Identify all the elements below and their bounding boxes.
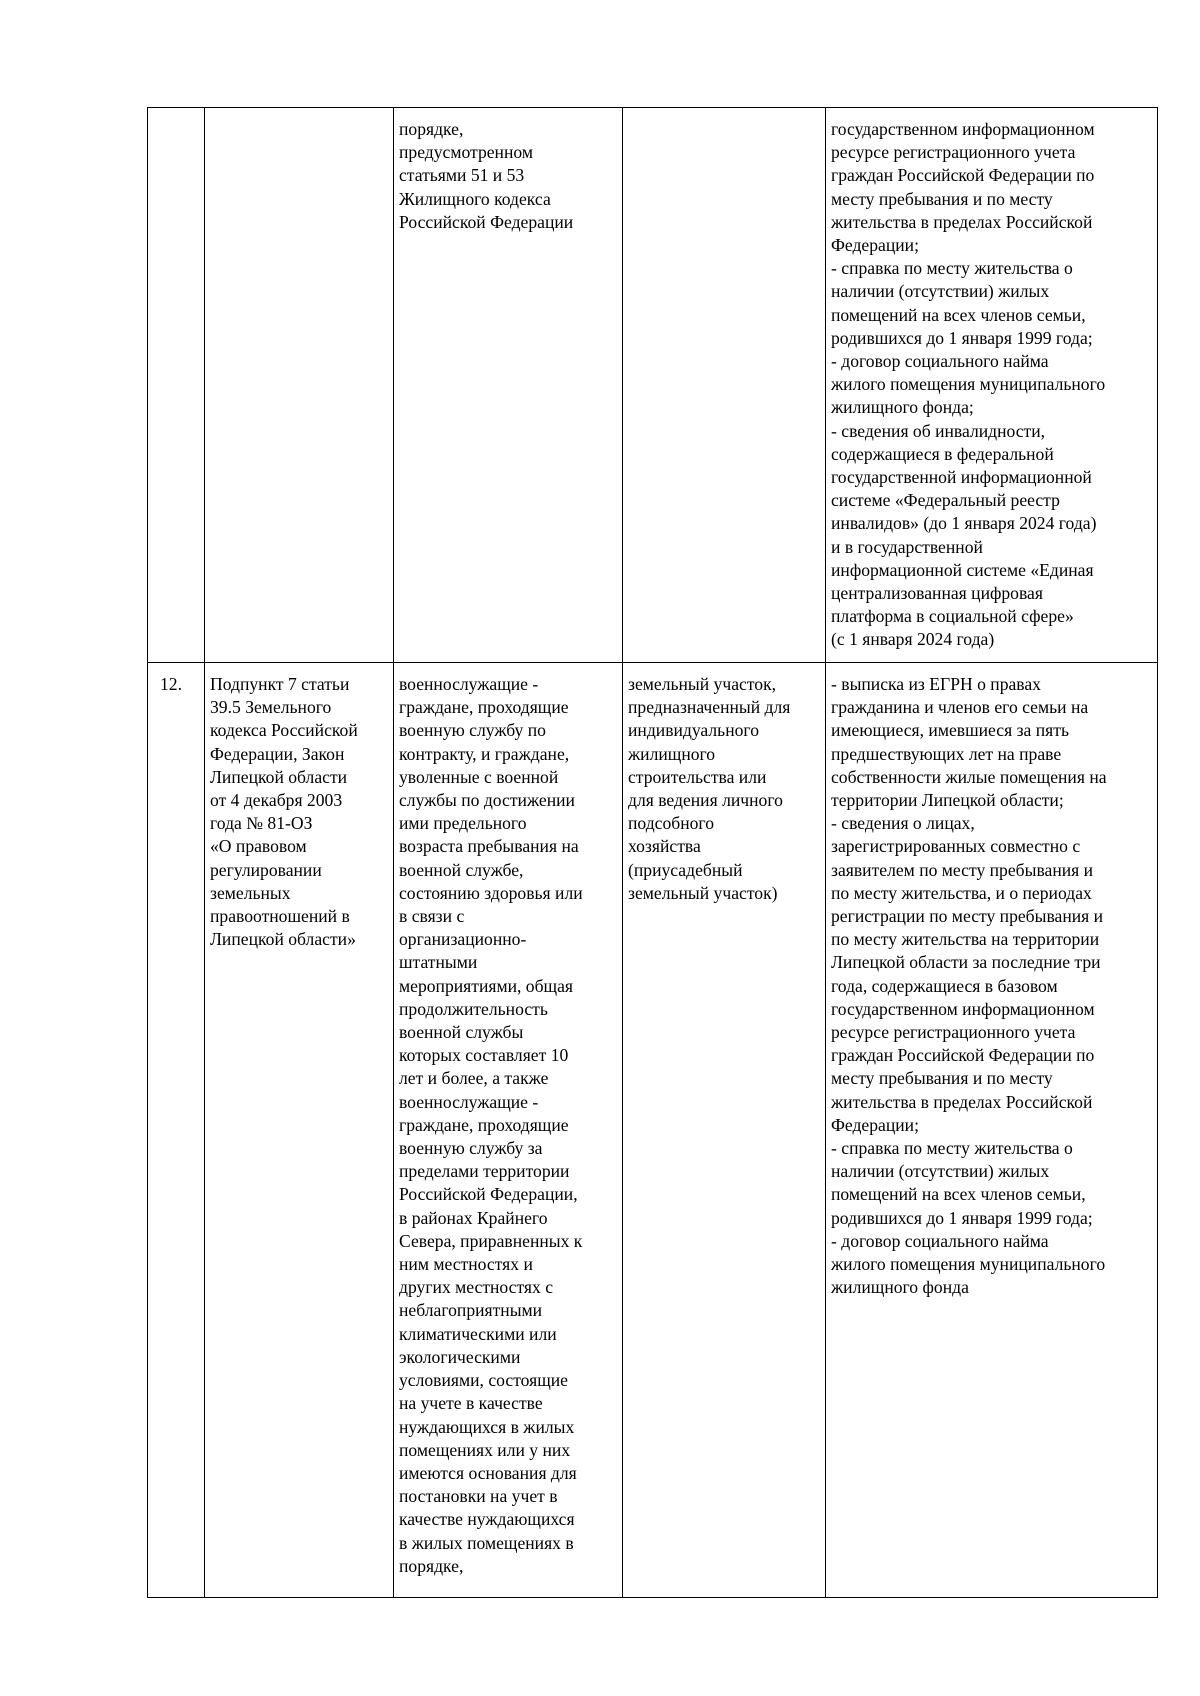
cell-text-line: регистрации по месту пребывания и (831, 906, 1104, 927)
cell-text-line: мероприятиями, общая (399, 975, 573, 996)
required-documents-cell (826, 108, 1158, 663)
cell-text-line: Российской Федерации, (399, 1184, 578, 1205)
cell-text-line: предусмотренном (399, 142, 533, 163)
cell-text-line: неблагоприятными (399, 1300, 543, 1321)
cell-text-line: Федерации; (831, 1114, 919, 1135)
cell-text-line: ими предельного (399, 813, 527, 834)
cell-text-line: уволенные с военной (399, 766, 559, 787)
cell-text-line: зарегистрированных совместно с (831, 836, 1081, 857)
cell-text-line: в районах Крайнего (399, 1207, 548, 1228)
cell-text-line: индивидуального (628, 720, 759, 741)
cell-text-line: платформа в социальной сфере» (831, 606, 1074, 627)
cell-text-line: штатными (399, 952, 478, 973)
cell-text-line: и в государственной (831, 536, 983, 557)
cell-text-line: территории Липецкой области; (831, 790, 1064, 811)
land-plot-cell (623, 108, 826, 663)
cell-text-line: - сведения о лицах, (831, 813, 975, 834)
cell-text-line: военнослужащие - (399, 674, 539, 694)
cell-text-line: земельный участок) (628, 882, 778, 903)
cell-text-line: гражданина и членов его семьи на (831, 697, 1089, 718)
cell-text-line: по месту жительства на территории (831, 929, 1100, 950)
cell-text-line: Российской Федерации (399, 211, 574, 232)
cell-text-line: порядке, (399, 119, 464, 139)
cell-text-line: кодекса Российской (210, 720, 358, 741)
cell-text-line: граждан Российской Федерации по (831, 165, 1095, 186)
cell-text-line: - справка по месту жительства о (831, 258, 1073, 279)
recipient-category-cell (394, 663, 623, 1598)
cell-text-line: граждан Российской Федерации по (831, 1045, 1095, 1066)
cell-text-line: от 4 декабря 2003 (210, 790, 343, 811)
legal-basis-cell (205, 108, 394, 663)
cell-text-line: (приусадебный (628, 859, 743, 880)
cell-text-line: постановки на учет в (399, 1486, 558, 1507)
cell-text-line: возраста пребывания на (399, 836, 579, 857)
row-number: 12. (160, 674, 182, 694)
cell-text-line: Липецкой области (210, 766, 348, 787)
cell-text-line: государственном информационном (831, 119, 1095, 139)
cell-text-line: службы по достижении (399, 790, 575, 811)
cell-text-line: - договор социального найма (831, 351, 1049, 372)
document-table (147, 107, 1158, 1598)
cell-text-line: Подпункт 7 статьи (210, 674, 350, 694)
cell-text-line: подсобного (628, 813, 715, 834)
cell-text-line: военную службу по (399, 720, 546, 741)
cell-text-line: регулировании (210, 859, 322, 880)
cell-text-line: содержащиеся в федеральной (831, 443, 1054, 464)
cell-text-line: статьями 51 и 53 (399, 165, 525, 186)
cell-text-line: жилого помещения муниципального (831, 374, 1106, 395)
cell-text-line: пределами территории (399, 1161, 570, 1182)
cell-text-line: для ведения личного (628, 790, 783, 811)
row-number-cell (148, 663, 205, 1598)
cell-text-line: наличии (отсутствии) жилых (831, 281, 1050, 302)
cell-text-line: жилого помещения муниципального (831, 1254, 1106, 1275)
cell-text-line: года № 81-ОЗ (210, 813, 313, 834)
cell-text-line: - сведения об инвалидности, (831, 420, 1046, 441)
cell-text-line: - выписка из ЕГРН о правах (831, 674, 1041, 694)
cell-text-line: имеются основания для (399, 1462, 577, 1483)
cell-text-line: организационно- (399, 929, 527, 950)
cell-text-line: инвалидов» (до 1 января 2024 года) (831, 513, 1097, 534)
cell-text-line: - договор социального найма (831, 1230, 1049, 1251)
cell-text-line: государственном информационном (831, 998, 1095, 1019)
cell-text-line: порядке, (399, 1555, 464, 1576)
cell-text-line: состоянию здоровья или (399, 882, 583, 903)
cell-text-line: родившихся до 1 января 1999 года; (831, 327, 1093, 348)
cell-text-line: - справка по месту жительства о (831, 1138, 1073, 1159)
cell-text-line: хозяйства (628, 836, 701, 857)
cell-text-line: помещений на всех членов семьи, (831, 1184, 1086, 1205)
table-row (148, 663, 1158, 1598)
cell-text-line: жилищного фонда; (831, 397, 974, 418)
cell-text-line: климатическими или (399, 1323, 557, 1344)
cell-text-line: граждане, проходящие (399, 1114, 569, 1135)
cell-text-line: земельных (210, 882, 291, 903)
required-documents-cell (826, 663, 1158, 1598)
cell-text-line: Севера, приравненных к (399, 1230, 583, 1251)
cell-text-line: заявителем по месту пребывания и (831, 859, 1094, 880)
cell-text-line: в жилых помещениях в (399, 1532, 574, 1553)
cell-text-line: централизованная цифровая (831, 583, 1043, 604)
cell-text-line: которых составляет 10 (399, 1045, 569, 1066)
cell-text-line: государственной информационной (831, 467, 1092, 488)
cell-text-line: предназначенный для (628, 697, 791, 718)
cell-text-line: строительства или (628, 766, 767, 787)
cell-text-line: «О правовом (210, 836, 307, 857)
recipient-category-cell (394, 108, 623, 663)
row-number-cell (148, 108, 205, 663)
cell-text-line: помещениях или у них (399, 1439, 571, 1460)
cell-text-line: системе «Федеральный реестр (831, 490, 1060, 511)
cell-text-line: экологическими (399, 1346, 521, 1367)
cell-text-line: военной службе, (399, 859, 524, 880)
cell-text-line: военнослужащие - (399, 1091, 539, 1112)
table-row (148, 108, 1158, 663)
cell-text-line: в связи с (399, 906, 465, 927)
cell-text-line: ним местностях и (399, 1254, 533, 1275)
cell-text-line: Липецкой области» (210, 929, 356, 950)
cell-text-line: наличии (отсутствии) жилых (831, 1161, 1050, 1182)
cell-text-line: на учете в качестве (399, 1393, 543, 1414)
cell-text-line: года, содержащиеся в базовом (831, 975, 1058, 996)
cell-text-line: Жилищного кодекса (399, 188, 551, 209)
cell-text-line: жительства в пределах Российской (831, 211, 1093, 232)
cell-text-line: предшествующих лет на праве (831, 743, 1062, 764)
cell-text-line: лет и более, а также (399, 1068, 549, 1089)
cell-text-line: жилищного (628, 743, 716, 764)
cell-text-line: условиями, состоящие (399, 1370, 568, 1391)
cell-text-line: контракту, и граждане, (399, 743, 570, 764)
cell-text-line: месту пребывания и по месту (831, 1068, 1053, 1089)
cell-text-line: собственности жилые помещения на (831, 766, 1107, 787)
cell-text-line: родившихся до 1 января 1999 года; (831, 1207, 1093, 1228)
cell-text-line: информационной системе «Единая (831, 559, 1094, 580)
cell-text-line: 39.5 Земельного (210, 697, 332, 718)
cell-text-line: граждане, проходящие (399, 697, 569, 718)
cell-text-line: правоотношений в (210, 906, 350, 927)
cell-text-line: качестве нуждающихся (399, 1509, 575, 1530)
cell-text-line: ресурсе регистрационного учета (831, 142, 1076, 163)
cell-text-line: по месту жительства, и о периодах (831, 882, 1092, 903)
cell-text-line: Федерации, Закон (210, 743, 345, 764)
cell-text-line: помещений на всех членов семьи, (831, 304, 1086, 325)
cell-text-line: военную службу за (399, 1138, 543, 1159)
cell-text-line: жительства в пределах Российской (831, 1091, 1093, 1112)
cell-text-line: имеющиеся, имевшиеся за пять (831, 720, 1069, 741)
cell-text-line: продолжительность (399, 998, 548, 1019)
cell-text-line: месту пребывания и по месту (831, 188, 1053, 209)
land-plot-cell (623, 663, 826, 1598)
cell-text-line: ресурсе регистрационного учета (831, 1022, 1076, 1043)
cell-text-line: нуждающихся в жилых (399, 1416, 575, 1437)
legal-basis-cell (205, 663, 394, 1598)
cell-text-line: земельный участок, (628, 674, 777, 694)
cell-text-line: (с 1 января 2024 года) (831, 629, 995, 650)
cell-text-line: других местностях с (399, 1277, 554, 1298)
cell-text-line: жилищного фонда (831, 1277, 969, 1298)
cell-text-line: Федерации; (831, 235, 919, 256)
cell-text-line: Липецкой области за последние три (831, 952, 1101, 973)
cell-text-line: военной службы (399, 1022, 524, 1043)
